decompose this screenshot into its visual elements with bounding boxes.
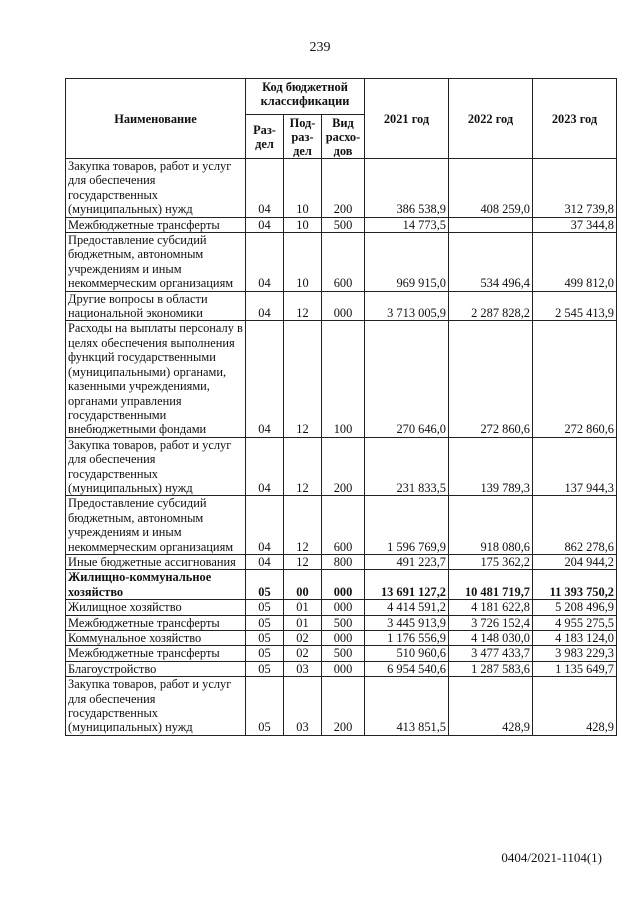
cell-section: 04 <box>246 233 284 292</box>
cell-2022: 2 287 828,2 <box>449 291 533 321</box>
cell-expense-type: 600 <box>322 496 365 555</box>
cell-name: Закупка товаров, работ и услуг для обеспечения государственных (муниципальных) нужд <box>66 437 246 496</box>
cell-2021: 14 773,5 <box>365 217 449 232</box>
cell-2021: 510 960,6 <box>365 646 449 661</box>
header-code-group: Код бюджетной классификации <box>246 79 365 115</box>
cell-section: 05 <box>246 646 284 661</box>
cell-section: 04 <box>246 437 284 496</box>
cell-expense-type: 600 <box>322 233 365 292</box>
cell-name: Жилищно-коммунальное хозяйство <box>66 570 246 600</box>
cell-name: Иные бюджетные ассигнования <box>66 554 246 569</box>
header-year-2022: 2022 год <box>449 79 533 159</box>
cell-2022: 918 080,6 <box>449 496 533 555</box>
cell-expense-type: 100 <box>322 321 365 437</box>
cell-2023: 2 545 413,9 <box>533 291 617 321</box>
cell-section: 05 <box>246 615 284 630</box>
cell-2023: 499 812,0 <box>533 233 617 292</box>
table-row <box>66 615 617 630</box>
table-row <box>66 677 617 736</box>
table-row <box>66 159 617 218</box>
cell-expense-type: 000 <box>322 661 365 676</box>
cell-2023: 862 278,6 <box>533 496 617 555</box>
cell-section: 04 <box>246 554 284 569</box>
cell-name: Предоставление субсидий бюджетным, автономным учреждениям и иным некоммерческим организациям <box>66 233 246 292</box>
cell-2022: 534 496,4 <box>449 233 533 292</box>
cell-name: Расходы на выплаты персоналу в целях обеспечения выполнения функций государственными (муниципальными) органами, казенными учреждениями, органами управления государственными внебюджетными фондами <box>66 321 246 437</box>
cell-name: Межбюджетные трансферты <box>66 646 246 661</box>
table-row <box>66 291 617 321</box>
table-row <box>66 496 617 555</box>
cell-2021: 270 646,0 <box>365 321 449 437</box>
document-code: 0404/2021-1104(1) <box>501 850 602 865</box>
cell-2021: 1 176 556,9 <box>365 631 449 646</box>
cell-section: 04 <box>246 159 284 218</box>
cell-2022: 3 726 152,4 <box>449 615 533 630</box>
cell-section: 04 <box>246 496 284 555</box>
cell-subsection: 10 <box>284 159 322 218</box>
header-expense-type: Вид расхо-дов <box>322 115 365 159</box>
table-row <box>66 437 617 496</box>
cell-expense-type: 800 <box>322 554 365 569</box>
table-row <box>66 217 617 232</box>
cell-section: 05 <box>246 570 284 600</box>
table-row <box>66 631 617 646</box>
cell-section: 04 <box>246 217 284 232</box>
cell-2021: 6 954 540,6 <box>365 661 449 676</box>
cell-subsection: 12 <box>284 554 322 569</box>
cell-2022: 408 259,0 <box>449 159 533 218</box>
cell-2022: 3 477 433,7 <box>449 646 533 661</box>
cell-2022: 10 481 719,7 <box>449 570 533 600</box>
header-year-2023: 2023 год <box>533 79 617 159</box>
cell-subsection: 00 <box>284 570 322 600</box>
cell-2022: 1 287 583,6 <box>449 661 533 676</box>
cell-2023: 428,9 <box>533 677 617 736</box>
cell-name: Закупка товаров, работ и услуг для обеспечения государственных (муниципальных) нужд <box>66 677 246 736</box>
header-section: Раз-дел <box>246 115 284 159</box>
table-row <box>66 600 617 615</box>
header-name: Наименование <box>66 79 246 159</box>
cell-2023: 3 983 229,3 <box>533 646 617 661</box>
budget-table <box>65 78 617 736</box>
cell-2023: 204 944,2 <box>533 554 617 569</box>
cell-2022 <box>449 217 533 232</box>
cell-subsection: 10 <box>284 217 322 232</box>
cell-subsection: 12 <box>284 321 322 437</box>
cell-name: Предоставление субсидий бюджетным, автономным учреждениям и иным некоммерческим организациям <box>66 496 246 555</box>
cell-2022: 4 181 622,8 <box>449 600 533 615</box>
cell-2022: 4 148 030,0 <box>449 631 533 646</box>
cell-subsection: 10 <box>284 233 322 292</box>
cell-expense-type: 200 <box>322 159 365 218</box>
header-subsection: Под-раз-дел <box>284 115 322 159</box>
cell-2021: 969 915,0 <box>365 233 449 292</box>
cell-section: 05 <box>246 661 284 676</box>
cell-2023: 312 739,8 <box>533 159 617 218</box>
cell-2023: 1 135 649,7 <box>533 661 617 676</box>
cell-expense-type: 000 <box>322 291 365 321</box>
cell-2022: 139 789,3 <box>449 437 533 496</box>
cell-name: Межбюджетные трансферты <box>66 615 246 630</box>
table-header <box>66 79 617 159</box>
cell-2022: 272 860,6 <box>449 321 533 437</box>
cell-expense-type: 000 <box>322 631 365 646</box>
cell-name: Благоустройство <box>66 661 246 676</box>
cell-expense-type: 500 <box>322 217 365 232</box>
cell-2021: 3 445 913,9 <box>365 615 449 630</box>
cell-2021: 13 691 127,2 <box>365 570 449 600</box>
cell-2022: 175 362,2 <box>449 554 533 569</box>
header-year-2021: 2021 год <box>365 79 449 159</box>
cell-subsection: 02 <box>284 631 322 646</box>
table-row <box>66 570 617 600</box>
cell-subsection: 12 <box>284 496 322 555</box>
cell-2023: 37 344,8 <box>533 217 617 232</box>
cell-name: Коммунальное хозяйство <box>66 631 246 646</box>
cell-2023: 4 955 275,5 <box>533 615 617 630</box>
cell-subsection: 02 <box>284 646 322 661</box>
cell-2021: 4 414 591,2 <box>365 600 449 615</box>
cell-2021: 491 223,7 <box>365 554 449 569</box>
cell-subsection: 01 <box>284 615 322 630</box>
cell-expense-type: 000 <box>322 570 365 600</box>
cell-subsection: 01 <box>284 600 322 615</box>
cell-2023: 5 208 496,9 <box>533 600 617 615</box>
table-row <box>66 646 617 661</box>
cell-subsection: 03 <box>284 677 322 736</box>
cell-2023: 137 944,3 <box>533 437 617 496</box>
cell-subsection: 12 <box>284 437 322 496</box>
cell-section: 04 <box>246 321 284 437</box>
cell-section: 05 <box>246 631 284 646</box>
cell-expense-type: 200 <box>322 437 365 496</box>
cell-2023: 4 183 124,0 <box>533 631 617 646</box>
cell-2021: 386 538,9 <box>365 159 449 218</box>
cell-name: Межбюджетные трансферты <box>66 217 246 232</box>
table-row <box>66 321 617 437</box>
cell-2021: 3 713 005,9 <box>365 291 449 321</box>
table-row <box>66 661 617 676</box>
cell-expense-type: 500 <box>322 646 365 661</box>
cell-section: 04 <box>246 291 284 321</box>
cell-2022: 428,9 <box>449 677 533 736</box>
cell-2023: 11 393 750,2 <box>533 570 617 600</box>
cell-subsection: 03 <box>284 661 322 676</box>
cell-expense-type: 000 <box>322 600 365 615</box>
table-row <box>66 554 617 569</box>
cell-2023: 272 860,6 <box>533 321 617 437</box>
cell-expense-type: 200 <box>322 677 365 736</box>
cell-section: 05 <box>246 677 284 736</box>
cell-2021: 413 851,5 <box>365 677 449 736</box>
cell-name: Жилищное хозяйство <box>66 600 246 615</box>
cell-section: 05 <box>246 600 284 615</box>
page-number: 239 <box>309 40 331 55</box>
table-row <box>66 233 617 292</box>
cell-2021: 231 833,5 <box>365 437 449 496</box>
cell-2021: 1 596 769,9 <box>365 496 449 555</box>
cell-subsection: 12 <box>284 291 322 321</box>
cell-name: Закупка товаров, работ и услуг для обеспечения государственных (муниципальных) нужд <box>66 159 246 218</box>
table-body <box>66 159 617 736</box>
cell-expense-type: 500 <box>322 615 365 630</box>
cell-name: Другие вопросы в области национальной экономики <box>66 291 246 321</box>
